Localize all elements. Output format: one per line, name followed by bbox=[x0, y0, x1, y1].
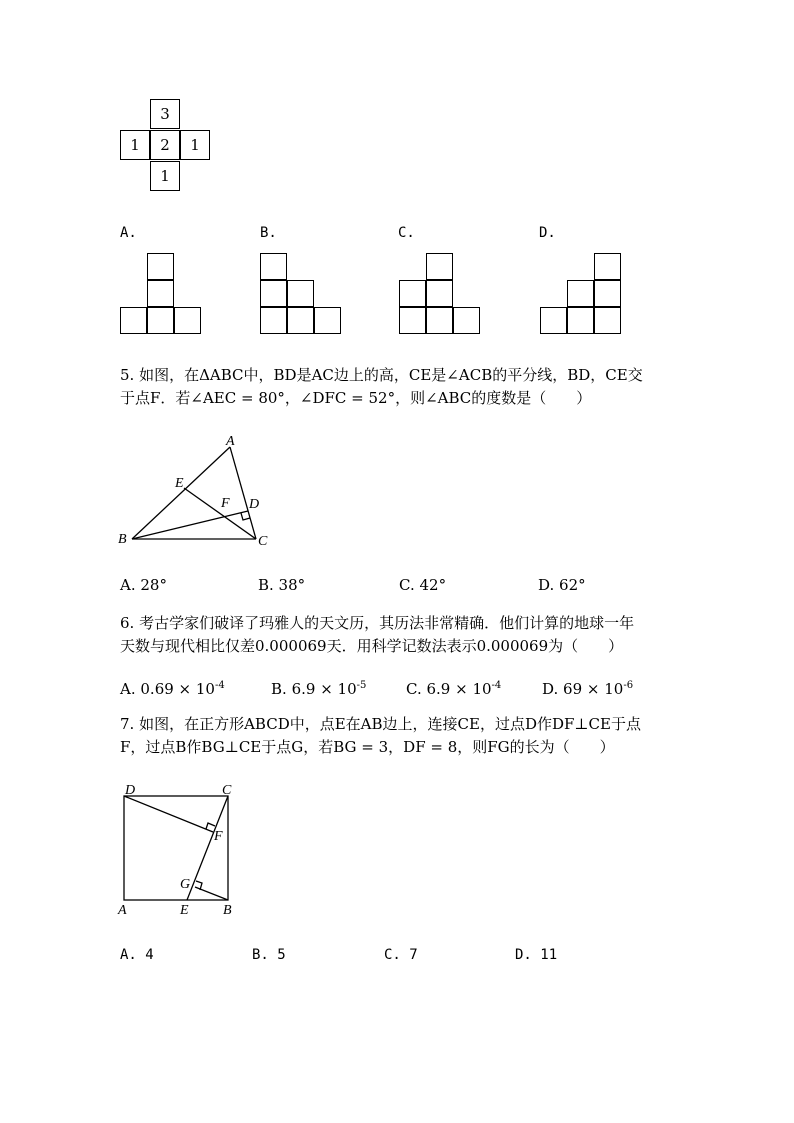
q7-question-line2: F，过点B作BG⊥CE于点G，若BG = 3，DF = 8，则FG的长为（ ） bbox=[120, 738, 615, 756]
q6-question-line1: 6. 考古学家们破译了玛雅人的天文历，其历法非常精确．他们计算的地球一年 bbox=[120, 614, 635, 632]
q7-label-g: G bbox=[180, 877, 191, 892]
q5-label-f: F bbox=[221, 496, 230, 511]
q5-label-e: E bbox=[175, 476, 184, 491]
q5-label-d: D bbox=[249, 497, 260, 512]
q5-option-c: C. 42° bbox=[399, 576, 447, 594]
q7-label-f: F bbox=[214, 829, 223, 844]
grid-cell-top: 3 bbox=[150, 99, 180, 129]
q4-option-c-label: C. bbox=[398, 225, 415, 241]
q6-option-c: C. $6.9 \times 10^{-4}$ bbox=[406, 680, 502, 698]
q5-option-d: D. 62° bbox=[538, 576, 586, 594]
grid-cell-center: 2 bbox=[150, 130, 180, 160]
q5-label-b: B bbox=[118, 532, 127, 547]
q7-option-c: C. 7 bbox=[384, 947, 418, 963]
q6-option-a: A. $0.69 \times 10^{-4}$ bbox=[120, 680, 225, 698]
q7-option-d: D. 11 bbox=[515, 947, 558, 963]
q7-label-a: A bbox=[118, 903, 127, 918]
q7-label-e: E bbox=[180, 903, 189, 918]
q7-label-b: B bbox=[223, 903, 232, 918]
grid-cell-left: 1 bbox=[120, 130, 150, 160]
q7-label-d: D bbox=[125, 783, 136, 798]
q7-square-figure bbox=[110, 780, 250, 920]
q6-option-b: B. $6.9 \times 10^{-5}$ bbox=[271, 680, 367, 698]
grid-cell-bottom: 1 bbox=[150, 161, 180, 191]
q5-question-line1: 5. 如图，在ΔABC中，BD是AC边上的高，CE是∠ACB的平分线，BD，CE交 bbox=[120, 366, 643, 384]
q6-question-line2: 天数与现代相比仅差0.000069天．用科学记数法表示0.000069为（ ） bbox=[120, 637, 624, 655]
q6-option-d: D. $69 \times 10^{-6}$ bbox=[542, 680, 634, 698]
q5-triangle-figure bbox=[110, 425, 290, 555]
q5-label-c: C bbox=[258, 534, 268, 549]
q7-label-c: C bbox=[222, 783, 232, 798]
q7-option-b: B. 5 bbox=[252, 947, 286, 963]
q4-option-b-label: B. bbox=[260, 225, 277, 241]
q5-question-line2: 于点F．若∠AEC = 80°，∠DFC = 52°，则∠ABC的度数是（ ） bbox=[120, 389, 592, 407]
q4-option-d-label: D. bbox=[539, 225, 556, 241]
q5-label-a: A bbox=[226, 434, 235, 449]
q5-option-b: B. 38° bbox=[258, 576, 306, 594]
q7-question-line1: 7. 如图，在正方形ABCD中，点E在AB边上，连接CE，过点D作DF⊥CE于点 bbox=[120, 715, 641, 733]
grid-cell-right: 1 bbox=[180, 130, 210, 160]
q4-option-a-label: A. bbox=[120, 225, 137, 241]
q5-option-a: A. 28° bbox=[120, 576, 167, 594]
q7-option-a: A. 4 bbox=[120, 947, 154, 963]
